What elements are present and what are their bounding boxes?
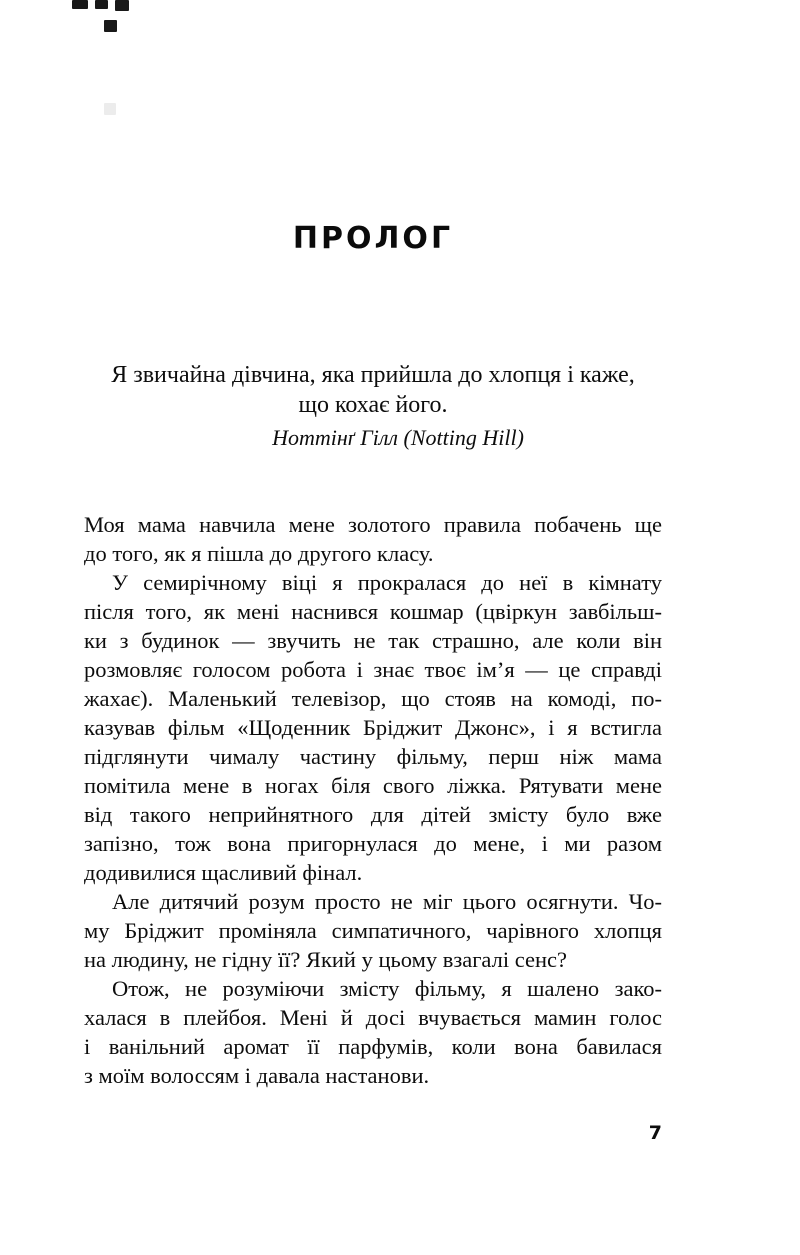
scan-ink-mark bbox=[104, 103, 116, 115]
text-line: на людину, не гідну її? Який у цьому взагалі сенс? bbox=[84, 947, 567, 972]
text-line: з моїм волоссям і давала настанови. bbox=[84, 1063, 430, 1088]
text-line: і ванільний аромат її парфумів, коли вона бавилася bbox=[84, 1034, 662, 1059]
epigraph bbox=[84, 360, 662, 452]
text-line: халася в плейбоя. Мені й досі вчувається мамин голос bbox=[84, 1005, 662, 1030]
text-line: до того, як я пішла до другого класу. bbox=[84, 541, 434, 566]
text-line: підглянути чималу частину фільму, перш ніж мама bbox=[84, 744, 662, 769]
epigraph-line: Я звичайна дівчина, яка прийшла до хлопця і каже, bbox=[111, 362, 635, 388]
epigraph-attribution: Ноттінґ Гілл (Notting Hill) bbox=[272, 425, 524, 450]
page-number: 7 bbox=[648, 1122, 662, 1144]
scan-ink-mark bbox=[115, 0, 129, 11]
text-line: від такого неприйнятного для дітей змісту було вже bbox=[84, 802, 662, 827]
text-line: ки з будинок — звучить не так страшно, але коли він bbox=[84, 628, 662, 653]
text-line: казував фільм «Щоденник Бріджит Джонс», і я встигла bbox=[84, 715, 662, 740]
text-line: розмовляє голосом робота і знає твоє ім’я — це справді bbox=[84, 657, 662, 682]
text-line: му Бріджит проміняла симпатичного, чарівного хлопця bbox=[84, 918, 662, 943]
chapter-title: ПРОЛОГ bbox=[292, 221, 454, 256]
scan-ink-mark bbox=[104, 20, 117, 32]
text-line: У семирічному віці я прокралася до неї в кімнату bbox=[112, 570, 662, 595]
scan-ink-mark bbox=[72, 0, 88, 9]
text-line: запізно, тож вона пригорнулася до мене, і ми разом bbox=[84, 831, 662, 856]
text-line: Моя мама навчила мене золотого правила побачень ще bbox=[84, 512, 662, 537]
text-line: жахає). Маленький телевізор, що стояв на комоді, по- bbox=[84, 686, 662, 711]
text-line: Але дитячий розум просто не міг цього осягнути. Чо- bbox=[112, 889, 662, 914]
text-line: Отож, не розуміючи змісту фільму, я шалено зако- bbox=[112, 976, 662, 1001]
epigraph-line: що кохає його. bbox=[298, 392, 448, 418]
text-line: після того, як мені наснився кошмар (цвіркун завбільш- bbox=[84, 599, 662, 624]
scan-ink-mark bbox=[95, 0, 108, 9]
text-line: помітила мене в ногах біля свого ліжка. Рятувати мене bbox=[84, 773, 662, 798]
body-text bbox=[84, 510, 662, 1090]
text-line: додивилися щасливий фінал. bbox=[84, 860, 363, 885]
